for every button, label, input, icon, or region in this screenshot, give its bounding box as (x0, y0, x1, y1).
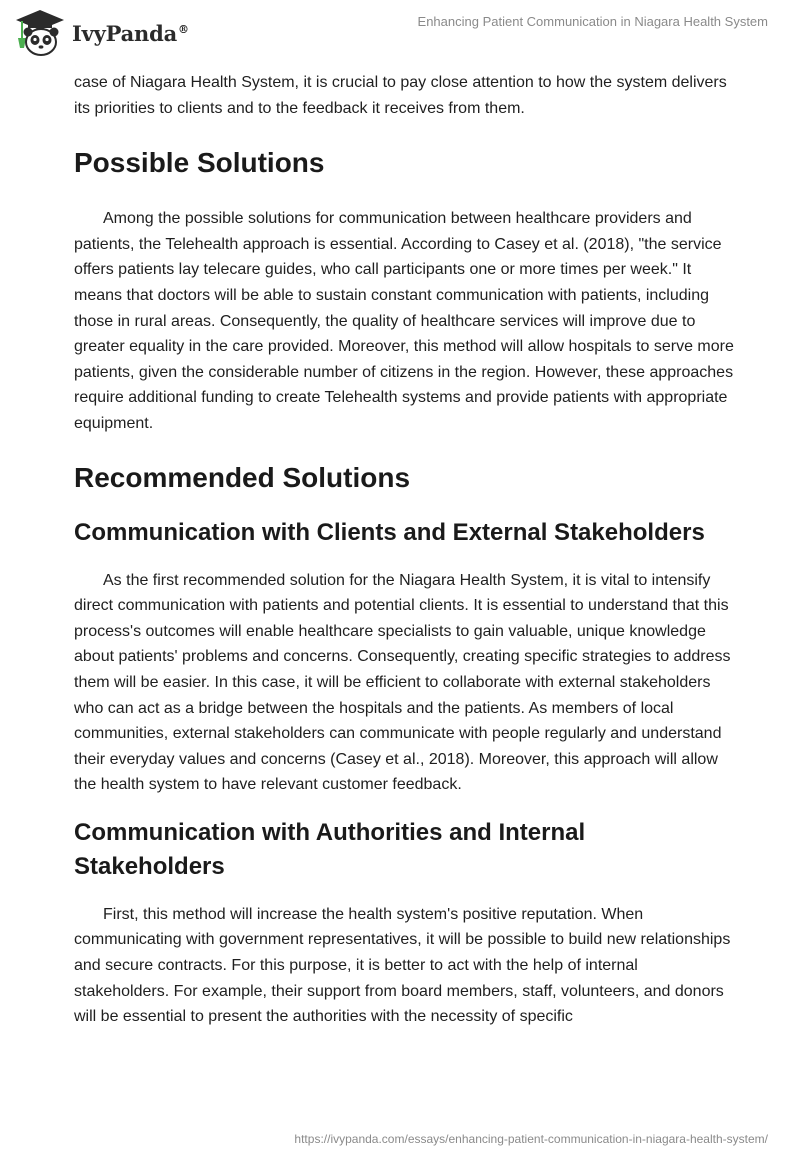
heading-possible-solutions: Possible Solutions (74, 147, 325, 179)
ivypanda-logo[interactable] (14, 8, 189, 58)
heading-clients-external-stakeholders: Communication with Clients and External Stakeholders (74, 518, 705, 546)
essay-body (74, 70, 734, 1030)
clients-section-paragraph: As the first recommended solution for the Niagara Health System, it is vital to intensify direct communication with patients and potential clients. It is essential to understand that this process's outcomes will enable healthcare specialists to gain valuable, unique knowledge about patients' problems and concerns. Consequently, creating specific strategies to address them will be easier. In this case, it will be efficient to collaborate with external stakeholders who can act as a bridge between the hospitals and the patients. As members of local communities, external stakeholders can communicate with people regularly and understand their everyday values and concerns (Casey et al., 2018). Moreover, this approach will allow the health system to have relevant customer feedback. (74, 571, 731, 794)
source-url[interactable]: https://ivypanda.com/essays/enhancing-patient-communication-in-niagara-health-system/ (294, 1132, 768, 1146)
heading-recommended-solutions: Recommended Solutions (74, 461, 411, 493)
authorities-section-paragraph: First, this method will increase the health system's positive reputation. When communicating with government representatives, it will be possible to build new relationships and secure contracts. For this purpose, it is better to act with the help of internal stakeholders. For example, their support from board members, staff, volunteers, and donors will be essential to present the authorities with the necessity of specific (74, 905, 731, 1026)
possible-solutions-paragraph: Among the possible solutions for communication between healthcare providers and patients, the Telehealth approach is essential. According to Casey et al. (2018), "the service offers patients lay telecare guides, who call participants one or more times per week." It means that doctors will be able to sustain constant communication with patients, including those in rural areas. Consequently, the quality of healthcare services will improve due to greater equality in the care provided. Moreover, this method will allow hospitals to serve more patients, given the considerable number of citizens in the region. However, these approaches require additional funding to create Telehealth systems and provide patients with appropriate equipment. (74, 210, 734, 432)
brand-name: IvyPanda® (72, 20, 189, 46)
heading-authorities-internal-stakeholders: Communication with Authorities and Internal Stakeholders (74, 818, 586, 880)
panda-graduate-icon (14, 8, 66, 58)
page-header (0, 0, 800, 64)
document-title: Enhancing Patient Communication in Niagara Health System (417, 14, 768, 29)
intro-paragraph: case of Niagara Health System, it is crucial to pay close attention to how the system delivers its priorities to clients and to the feedback it receives from them. (74, 74, 727, 117)
